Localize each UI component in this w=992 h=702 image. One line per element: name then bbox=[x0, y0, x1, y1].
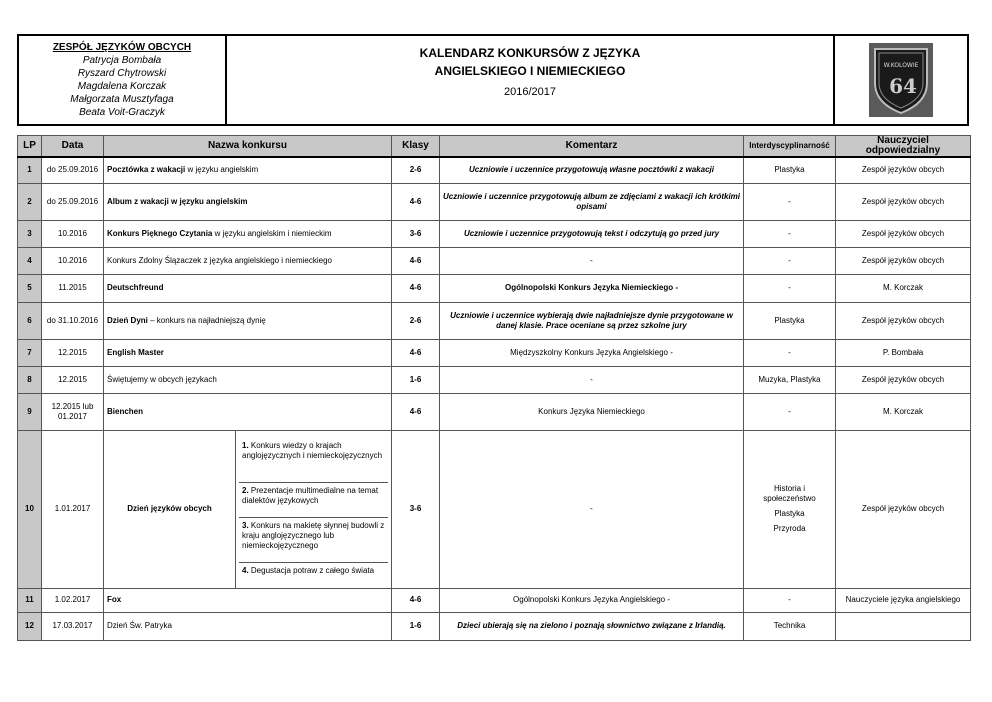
row-lp: 7 bbox=[18, 339, 42, 366]
row-komentarz: Konkurs Języka Niemieckiego bbox=[440, 393, 744, 430]
row-klasy: 1-6 bbox=[392, 366, 440, 393]
row-klasy: 3-6 bbox=[392, 430, 440, 588]
row-lp: 2 bbox=[18, 183, 42, 220]
table-row bbox=[18, 157, 971, 183]
row-klasy: 4-6 bbox=[392, 274, 440, 302]
row-name bbox=[104, 302, 392, 339]
row-teacher bbox=[836, 612, 971, 640]
row-lp: 4 bbox=[18, 247, 42, 274]
row-klasy: 4-6 bbox=[392, 339, 440, 366]
row-komentarz: Uczniowie i uczennice przygotowują własne pocztówki z wakacji bbox=[440, 157, 744, 183]
row-name bbox=[104, 247, 392, 274]
row-name bbox=[104, 339, 392, 366]
row-inter: - bbox=[744, 588, 836, 612]
row-klasy: 2-6 bbox=[392, 157, 440, 183]
row-date: 12.2015 lub 01.2017 bbox=[42, 393, 104, 430]
team-member: Ryszard Chytrowski bbox=[77, 68, 167, 79]
row-date: 1.02.2017 bbox=[42, 588, 104, 612]
inter-item: Przyroda bbox=[773, 524, 806, 533]
competitions-table bbox=[17, 135, 971, 641]
table-row bbox=[18, 393, 971, 430]
sub-event: 1. Konkurs wiedzy o krajach anglojęzycznych i niemieckojęzycznych bbox=[239, 438, 388, 483]
row-teacher: Nauczyciele języka angielskiego bbox=[836, 588, 971, 612]
row-lp: 11 bbox=[18, 588, 42, 612]
col-lp: LP bbox=[18, 136, 42, 158]
row-komentarz: - bbox=[440, 430, 744, 588]
row-name-bold: English Master bbox=[107, 347, 164, 357]
row-inter: - bbox=[744, 220, 836, 247]
row-name-bold: Bienchen bbox=[107, 406, 144, 416]
col-klasy: Klasy bbox=[392, 136, 440, 158]
row-klasy: 2-6 bbox=[392, 302, 440, 339]
row-date: 10.2016 bbox=[42, 247, 104, 274]
row-klasy: 3-6 bbox=[392, 220, 440, 247]
sub-event: 4. Degustacja potraw z całego świata bbox=[242, 565, 375, 575]
logo-cell bbox=[835, 36, 967, 124]
row-name-bold: Pocztówka z wakacji bbox=[107, 165, 186, 175]
row-inter: - bbox=[744, 274, 836, 302]
row-klasy: 4-6 bbox=[392, 183, 440, 220]
row-inter: Plastyka bbox=[744, 302, 836, 339]
row-name bbox=[104, 366, 392, 393]
row-lp: 1 bbox=[18, 157, 42, 183]
row-date: do 31.10.2016 bbox=[42, 302, 104, 339]
row-inter: Plastyka bbox=[744, 157, 836, 183]
row-inter: - bbox=[744, 183, 836, 220]
row-name-bold: Konkurs Pięknego Czytania bbox=[107, 228, 213, 238]
col-nauczyciel: Nauczyciel odpowiedzialny bbox=[836, 136, 971, 158]
row-name-bold: Fox bbox=[107, 595, 122, 604]
row-name-rest: Dzień Św. Patryka bbox=[107, 621, 172, 630]
row-date: 17.03.2017 bbox=[42, 612, 104, 640]
row-komentarz: Uczniowie i uczennice przygotowują tekst i odczytują go przed jury bbox=[440, 220, 744, 247]
row-date: do 25.09.2016 bbox=[42, 157, 104, 183]
row-klasy: 4-6 bbox=[392, 247, 440, 274]
team-member: Małgorzata Musztyfaga bbox=[70, 94, 174, 105]
col-inter: Interdyscyplinarność bbox=[744, 136, 836, 158]
row-lp: 3 bbox=[18, 220, 42, 247]
row-name-bold: Album z wakacji w języku angielskim bbox=[107, 196, 248, 206]
row-date: 10.2016 bbox=[42, 220, 104, 247]
row-name bbox=[104, 220, 392, 247]
table-row bbox=[18, 247, 971, 274]
sub-events bbox=[236, 430, 392, 588]
svg-text:64: 64 bbox=[889, 74, 917, 98]
table-row bbox=[18, 183, 971, 220]
row-komentarz: Międzyszkolny Konkurs Języka Angielskiego - bbox=[440, 339, 744, 366]
team-box bbox=[19, 36, 227, 124]
row-teacher: Zespół języków obcych bbox=[836, 430, 971, 588]
table-row bbox=[18, 339, 971, 366]
row-name bbox=[104, 274, 392, 302]
team-title: ZESPÓŁ JĘZYKÓW OBCYCH bbox=[52, 42, 192, 53]
row-teacher: M. Korczak bbox=[836, 274, 971, 302]
row-inter: - bbox=[744, 247, 836, 274]
row-teacher: Zespół języków obcych bbox=[836, 183, 971, 220]
title-line-2: ANGIELSKIEGO I NIEMIECKIEGO bbox=[434, 64, 626, 78]
title-line-1: KALENDARZ KONKURSÓW Z JĘZYKA bbox=[419, 46, 641, 60]
row-date: 1.01.2017 bbox=[42, 430, 104, 588]
row-klasy: 4-6 bbox=[392, 588, 440, 612]
team-member: Beata Voit-Graczyk bbox=[79, 107, 165, 118]
row-name bbox=[104, 588, 392, 612]
row-name-rest: Świętujemy w obcych językach bbox=[107, 374, 217, 384]
row-komentarz: Dzieci ubierają się na zielono i poznają słownictwo związane z Irlandią. bbox=[440, 612, 744, 640]
school-year: 2016/2017 bbox=[504, 86, 556, 98]
row-lp: 5 bbox=[18, 274, 42, 302]
row-name bbox=[104, 612, 392, 640]
table-row bbox=[18, 612, 971, 640]
row-name bbox=[104, 157, 392, 183]
row-lp: 10 bbox=[18, 430, 42, 588]
row-lp: 9 bbox=[18, 393, 42, 430]
row-klasy: 1-6 bbox=[392, 612, 440, 640]
sub-event: 3. Konkurs na makietę słynnej budowli z kraju anglojęzycznego lub niemieckojęzycznego bbox=[239, 518, 388, 563]
row-teacher: M. Korczak bbox=[836, 393, 971, 430]
row-komentarz: - bbox=[440, 366, 744, 393]
table-row bbox=[18, 430, 971, 588]
table-header-row bbox=[18, 136, 971, 158]
row-name bbox=[104, 393, 392, 430]
table-row bbox=[18, 302, 971, 339]
row-inter: - bbox=[744, 393, 836, 430]
row-teacher: P. Bombała bbox=[836, 339, 971, 366]
row-date: 12.2015 bbox=[42, 366, 104, 393]
row-klasy: 4-6 bbox=[392, 393, 440, 430]
col-data: Data bbox=[42, 136, 104, 158]
row-komentarz: - bbox=[440, 247, 744, 274]
col-komentarz: Komentarz bbox=[440, 136, 744, 158]
row-teacher: Zespół języków obcych bbox=[836, 247, 971, 274]
row-inter bbox=[744, 430, 836, 588]
row-lp: 8 bbox=[18, 366, 42, 393]
row-teacher: Zespół języków obcych bbox=[836, 366, 971, 393]
row-name-bold: Deutschfreund bbox=[107, 283, 164, 292]
row-name-rest: Konkurs Zdolny Ślązaczek z języka angielskiego i niemieckiego bbox=[107, 255, 332, 265]
row-name bbox=[104, 183, 392, 220]
row-name-rest: – konkurs na najładniejszą dynię bbox=[147, 315, 266, 325]
document-header bbox=[17, 34, 969, 126]
document-title bbox=[227, 36, 835, 124]
row-teacher: Zespół języków obcych bbox=[836, 157, 971, 183]
table-row bbox=[18, 274, 971, 302]
row-date: 11.2015 bbox=[42, 274, 104, 302]
row-inter: - bbox=[744, 339, 836, 366]
inter-item: Plastyka bbox=[774, 509, 805, 518]
table-row bbox=[18, 588, 971, 612]
row-inter: Muzyka, Plastyka bbox=[744, 366, 836, 393]
row-name-bold: Dzień Dyni bbox=[107, 315, 148, 325]
row-teacher: Zespół języków obcych bbox=[836, 220, 971, 247]
row-komentarz: Ogólnopolski Konkurs Języka Niemieckiego - bbox=[440, 274, 744, 302]
team-member: Magdalena Korczak bbox=[77, 81, 167, 92]
row-lp: 6 bbox=[18, 302, 42, 339]
row-name-rest: w języku angielskim bbox=[185, 165, 259, 175]
row-komentarz: Ogólnopolski Konkurs Języka Angielskiego - bbox=[440, 588, 744, 612]
team-member: Patrycja Bombała bbox=[82, 55, 162, 66]
row-date: 12.2015 bbox=[42, 339, 104, 366]
table-row bbox=[18, 220, 971, 247]
inter-item: Historia i społeczeństwo bbox=[763, 484, 816, 503]
row-name: Dzień języków obcych bbox=[104, 430, 236, 588]
col-nazwa: Nazwa konkursu bbox=[104, 136, 392, 158]
table-row bbox=[18, 366, 971, 393]
logo-text: W.KOLOWIE bbox=[883, 62, 919, 69]
row-teacher: Zespół języków obcych bbox=[836, 302, 971, 339]
row-name-rest: w języku angielskim i niemieckim bbox=[212, 228, 332, 238]
school-shield-logo bbox=[869, 43, 933, 117]
row-inter: Technika bbox=[744, 612, 836, 640]
row-date: do 25.09.2016 bbox=[42, 183, 104, 220]
row-komentarz: Uczniowie i uczennice przygotowują album ze zdjęciami z wakacji ich krótkimi opisami bbox=[440, 183, 744, 220]
row-komentarz: Uczniowie i uczennice wybierają dwie najładniejsze dynie przygotowane w danej klasie. Prace oceniane są przez szkolne jury bbox=[440, 302, 744, 339]
sub-event: 2. Prezentacje multimedialne na temat dialektów językowych bbox=[239, 483, 388, 518]
row-lp: 12 bbox=[18, 612, 42, 640]
